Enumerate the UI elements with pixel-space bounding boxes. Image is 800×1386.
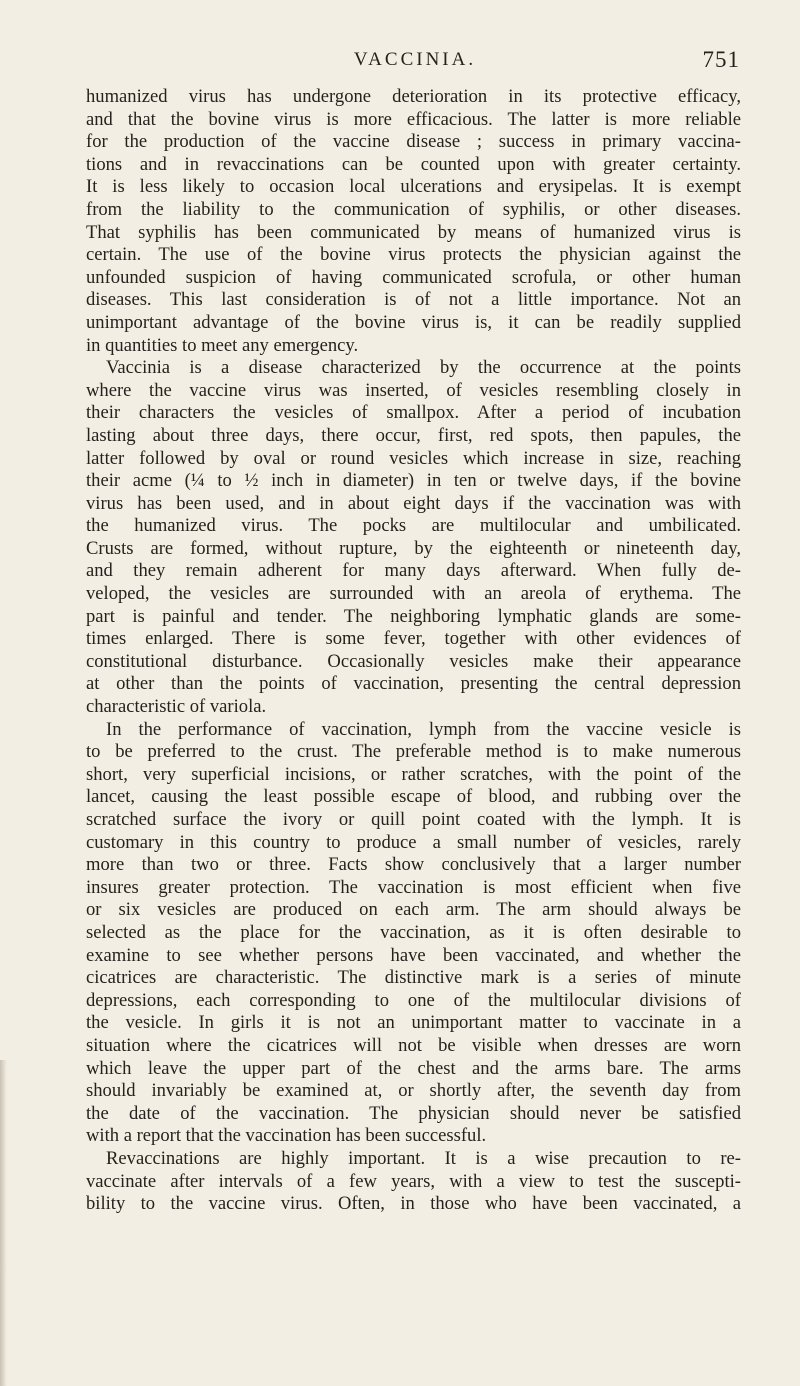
text-line: and they remain adherent for many days afterward. When fully de-: [86, 560, 741, 582]
text-line: That syphilis has been communicated by means of humanized virus is: [86, 221, 741, 243]
text-line: insures greater protection. The vaccination is most efficient when five: [86, 876, 741, 898]
text-line: unfounded suspicion of having communicated scrofula, or other human: [86, 266, 741, 288]
text-line: the vesicle. In girls it is not an unimportant matter to vaccinate in a: [86, 1012, 741, 1034]
text-line: Crusts are formed, without rupture, by the eighteenth or nineteenth day,: [86, 537, 741, 559]
paragraph-end-line: in quantities to meet any emergency.: [86, 334, 359, 356]
text-line: more than two or three. Facts show conclusively that a larger number: [86, 854, 741, 876]
text-line: humanized virus has undergone deterioration in its protective efficacy,: [86, 86, 741, 107]
text-line: to be preferred to the crust. The preferable method is to make numerous: [86, 741, 741, 763]
binding-shadow: [0, 1060, 7, 1386]
running-head: [90, 47, 740, 77]
page-number: 751: [702, 47, 740, 72]
text-line: the date of the vaccination. The physician should never be satisfied: [86, 1102, 741, 1124]
body-text: [86, 86, 741, 1216]
text-line: or six vesicles are produced on each arm. The arm should always be: [86, 899, 741, 921]
text-line: situation where the cicatrices will not be visible when dresses are worn: [86, 1034, 741, 1056]
text-line: examine to see whether persons have been vaccinated, and whether the: [86, 944, 741, 966]
text-line: vaccinate after intervals of a few years, with a view to test the suscepti-: [86, 1170, 741, 1192]
text-line: for the production of the vaccine disease ; success in primary vaccina-: [86, 131, 741, 153]
text-line: and that the bovine virus is more efficacious. The latter is more reliable: [86, 108, 741, 130]
text-line: scratched surface the ivory or quill point coated with the lymph. It is: [86, 809, 741, 830]
text-line: at other than the points of vaccination, presenting the central depression: [86, 673, 741, 695]
paragraph-end-line: characteristic of variola.: [86, 696, 267, 718]
text-line: where the vaccine virus was inserted, of vesicles resembling closely in: [86, 379, 741, 401]
text-line: certain. The use of the bovine virus protects the physician against the: [86, 244, 741, 266]
paragraph-start-line: Vaccinia is a disease characterized by the occurrence at the points: [106, 357, 741, 379]
text-line: tions and in revaccinations can be counted upon with greater certainty.: [86, 153, 741, 175]
paragraph-start-line: In the performance of vaccination, lymph from the vaccine vesicle is: [106, 718, 741, 740]
text-line: times enlarged. There is some fever, together with other evidences of: [86, 628, 741, 650]
text-line: veloped, the vesicles are surrounded with an areola of erythema. The: [86, 583, 741, 605]
text-line: virus has been used, and in about eight days if the vaccination was with: [86, 492, 741, 514]
text-line: constitutional disturbance. Occasionally vesicles make their appearance: [86, 650, 741, 672]
text-line: lasting about three days, there occur, first, red spots, then papules, the: [86, 424, 741, 446]
text-line: diseases. This last consideration is of not a little importance. Not an: [86, 289, 741, 311]
text-line: lancet, causing the least possible escape of blood, and rubbing over the: [86, 786, 741, 808]
text-line: customary in this country to produce a small number of vesicles, rarely: [86, 831, 741, 853]
text-line: which leave the upper part of the chest and the arms bare. The arms: [86, 1057, 741, 1079]
text-line: latter followed by oval or round vesicles which increase in size, reaching: [86, 447, 741, 469]
text-line: cicatrices are characteristic. The distinctive mark is a series of minute: [86, 967, 741, 989]
text-line: the humanized virus. The pocks are multilocular and umbilicated.: [86, 515, 741, 537]
paragraph-end-line: with a report that the vaccination has been successful.: [86, 1125, 487, 1147]
text-line: should invariably be examined at, or shortly after, the seventh day from: [86, 1080, 741, 1102]
text-line: short, very superficial incisions, or rather scratches, with the point of the: [86, 763, 741, 785]
running-title: VACCINIA.: [353, 49, 477, 70]
text-line: part is painful and tender. The neighboring lymphatic glands are some-: [86, 605, 741, 627]
text-line: It is less likely to occasion local ulcerations and erysipelas. It is exempt: [86, 176, 741, 198]
text-line: from the liability to the communication of syphilis, or other diseases.: [86, 198, 741, 220]
text-line: their characters the vesicles of smallpox. After a period of incubation: [86, 402, 741, 424]
paragraph-start-line: Revaccinations are highly important. It is a wise precaution to re-: [106, 1147, 741, 1169]
text-line: their acme (¼ to ½ inch in diameter) in ten or twelve days, if the bovine: [86, 470, 741, 492]
text-line: unimportant advantage of the bovine virus is, it can be readily supplied: [86, 311, 741, 333]
text-line: depressions, each corresponding to one of the multilocular divisions of: [86, 989, 741, 1011]
text-line: bility to the vaccine virus. Often, in those who have been vaccinated, a: [86, 1193, 741, 1215]
text-line: selected as the place for the vaccination, as it is often desirable to: [86, 921, 741, 943]
